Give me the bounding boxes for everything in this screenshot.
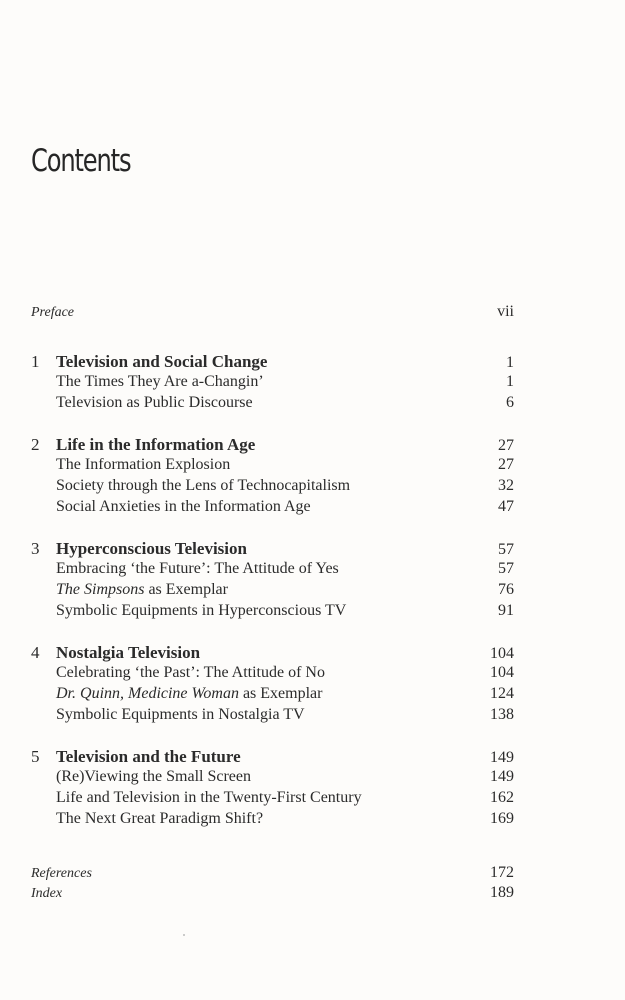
toc-page-number: 189 (490, 884, 514, 901)
toc-section[interactable] (31, 685, 514, 706)
section-title: Television as Public Discourse (56, 394, 253, 411)
toc-page-number: 104 (490, 645, 514, 662)
section-title: Social Anxieties in the Information Age (56, 498, 311, 515)
toc-entry-preface[interactable] (31, 303, 514, 324)
section-title: The Times They Are a-Changin’ (56, 373, 264, 390)
section-title-italic: Dr. Quinn, Medicine Woman (56, 685, 239, 702)
chapter-number: 3 (31, 539, 40, 558)
section-title: Society through the Lens of Technocapitalism (56, 477, 351, 494)
toc-entry-label: Preface (31, 305, 75, 320)
chapter-title: Television and Social Change (56, 352, 268, 371)
toc-entry-label: Index (31, 886, 63, 901)
section-title-rest: as Exemplar (238, 685, 323, 702)
toc-page-number: vii (497, 303, 514, 320)
toc-page-number: 169 (490, 810, 514, 827)
toc-entry-references[interactable] (31, 864, 514, 885)
page-title: Contents (31, 143, 131, 179)
toc-page-number: 149 (490, 768, 514, 785)
chapter-title: Nostalgia Television (56, 643, 201, 662)
toc-page-number: 138 (490, 706, 514, 723)
toc-section[interactable] (31, 768, 514, 789)
toc-chapter-3[interactable] (31, 539, 514, 560)
chapter-number: 1 (31, 352, 40, 371)
section-title: Life and Television in the Twenty-First Century (56, 789, 362, 806)
section-title: Celebrating ‘the Past’: The Attitude of No (56, 664, 325, 681)
toc-section[interactable] (31, 810, 514, 831)
toc-entry-label: References (31, 866, 92, 881)
toc-chapter-4[interactable] (31, 643, 514, 664)
chapter-number: 2 (31, 435, 40, 454)
toc-page-number: 57 (498, 541, 514, 558)
toc-page-number: 32 (498, 477, 514, 494)
toc-page-number: 91 (498, 602, 514, 619)
toc-chapter-5[interactable] (31, 747, 514, 768)
toc-section[interactable] (31, 456, 514, 477)
section-title-rest: as Exemplar (144, 581, 228, 598)
toc-page-number: 27 (498, 456, 514, 473)
section-title: The Information Explosion (56, 456, 231, 473)
toc-page-number: 47 (498, 498, 514, 515)
toc-section[interactable] (31, 789, 514, 810)
toc-section[interactable] (31, 498, 514, 519)
toc-section[interactable] (31, 602, 514, 623)
chapter-number: 5 (31, 747, 40, 766)
chapter-title: Television and the Future (56, 747, 241, 766)
toc-page-number: 124 (490, 685, 514, 702)
chapter-title: Hyperconscious Television (56, 539, 247, 558)
toc-page-number: 1 (506, 373, 514, 390)
section-title: Embracing ‘the Future’: The Attitude of Yes (56, 560, 339, 577)
toc-chapter-1[interactable] (31, 352, 514, 373)
section-title: Symbolic Equipments in Hyperconscious TV (56, 602, 347, 619)
section-title: The Next Great Paradigm Shift? (56, 810, 264, 827)
section-title (31, 685, 474, 703)
toc-page-number: 1 (506, 354, 514, 371)
toc-page-number: 149 (490, 749, 514, 766)
section-title-italic: The Simpsons (56, 581, 145, 598)
toc-section[interactable] (31, 477, 514, 498)
toc-page-number: 172 (490, 864, 514, 881)
toc-entry-index[interactable] (31, 884, 514, 905)
toc-page-number: 162 (490, 789, 514, 806)
chapter-number: 4 (31, 643, 40, 662)
toc-page-number: 6 (506, 394, 514, 411)
section-title: (Re)Viewing the Small Screen (56, 768, 251, 785)
toc-page-number: 76 (498, 581, 514, 598)
toc-page-number: 104 (490, 664, 514, 681)
toc-section[interactable] (31, 664, 514, 685)
section-title (31, 581, 474, 599)
toc-page-number: 57 (498, 560, 514, 577)
toc-chapter-2[interactable] (31, 435, 514, 456)
chapter-title: Life in the Information Age (56, 435, 256, 454)
toc-section[interactable] (31, 394, 514, 415)
toc-section[interactable] (31, 581, 514, 602)
paper-speck (183, 934, 185, 936)
toc-page-number: 27 (498, 437, 514, 454)
toc-section[interactable] (31, 560, 514, 581)
toc-section[interactable] (31, 373, 514, 394)
toc-section[interactable] (31, 706, 514, 727)
section-title: Symbolic Equipments in Nostalgia TV (56, 706, 305, 723)
